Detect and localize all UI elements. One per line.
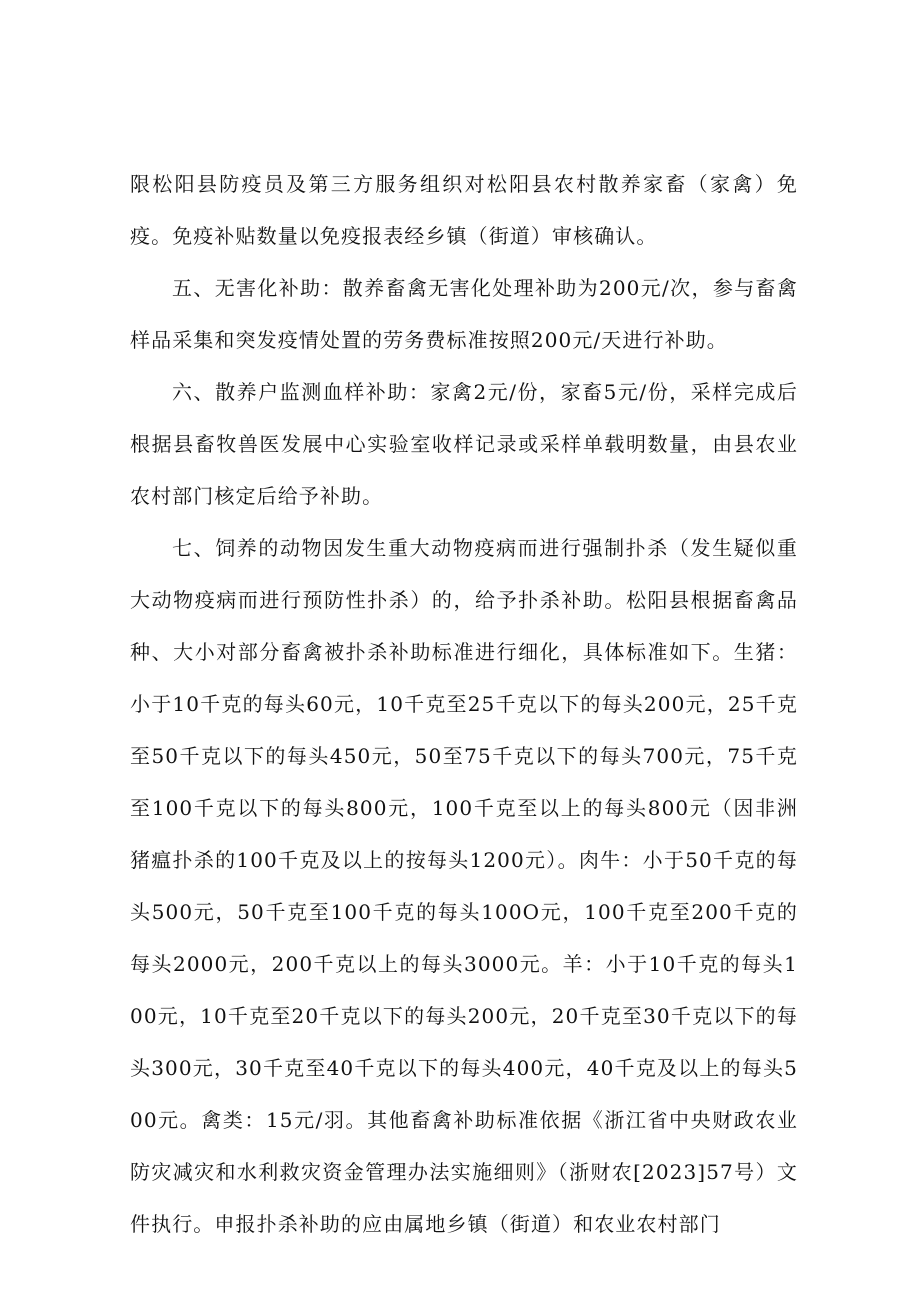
document-body — [130, 158, 798, 1250]
paragraph-culling-subsidy: 七、饲养的动物因发生重大动物疫病而进行强制扑杀（发生疑似重大动物疫病而进行预防性扑杀）的，给予扑杀补助。松阳县根据畜禽品种、大小对部分畜禽被扑杀补助标准进行细化，具体标准如下。生猪：小于10千克的每头60元，10千克至25千克以下的每头200元，25千克至50千克以下的每头450元，50至75千克以下的每头700元，75千克至100千克以下的每头800元，100千克至以上的每头800元（因非洲猪瘟扑杀的100千克及以上的按每头1200元）。肉牛：小于50千克的每头500元，50千克至100千克的每头100O元，100千克至200千克的每头2000元，200千克以上的每头3000元。羊：小于10千克的每头100元，10千克至20千克以下的每头200元，20千克至30千克以下的每头300元，30千克至40千克以下的每头400元，40千克及以上的每头500元。禽类：15元/羽。其他畜禽补助标准依据《浙江省中央财政农业防灾减灾和水利救灾资金管理办法实施细则》（浙财农[2023]57号）文件执行。申报扑杀补助的应由属地乡镇（街道）和农业农村部门 — [130, 536, 798, 1236]
paragraph-immunization-continued: 限松阳县防疫员及第三方服务组织对松阳县农村散养家畜（家禽）免疫。免疫补贴数量以免疫报表经乡镇（街道）审核确认。 — [130, 172, 798, 248]
paragraph-harmless-treatment-subsidy: 五、无害化补助：散养畜禽无害化处理补助为200元/次，参与畜禽样品采集和突发疫情处置的劳务费标准按照200元/天进行补助。 — [130, 276, 798, 352]
paragraph-blood-sample-subsidy: 六、散养户监测血样补助：家禽2元/份，家畜5元/份，采样完成后根据县畜牧兽医发展中心实验室收样记录或采样单载明数量，由县农业农村部门核定后给予补助。 — [130, 380, 798, 508]
